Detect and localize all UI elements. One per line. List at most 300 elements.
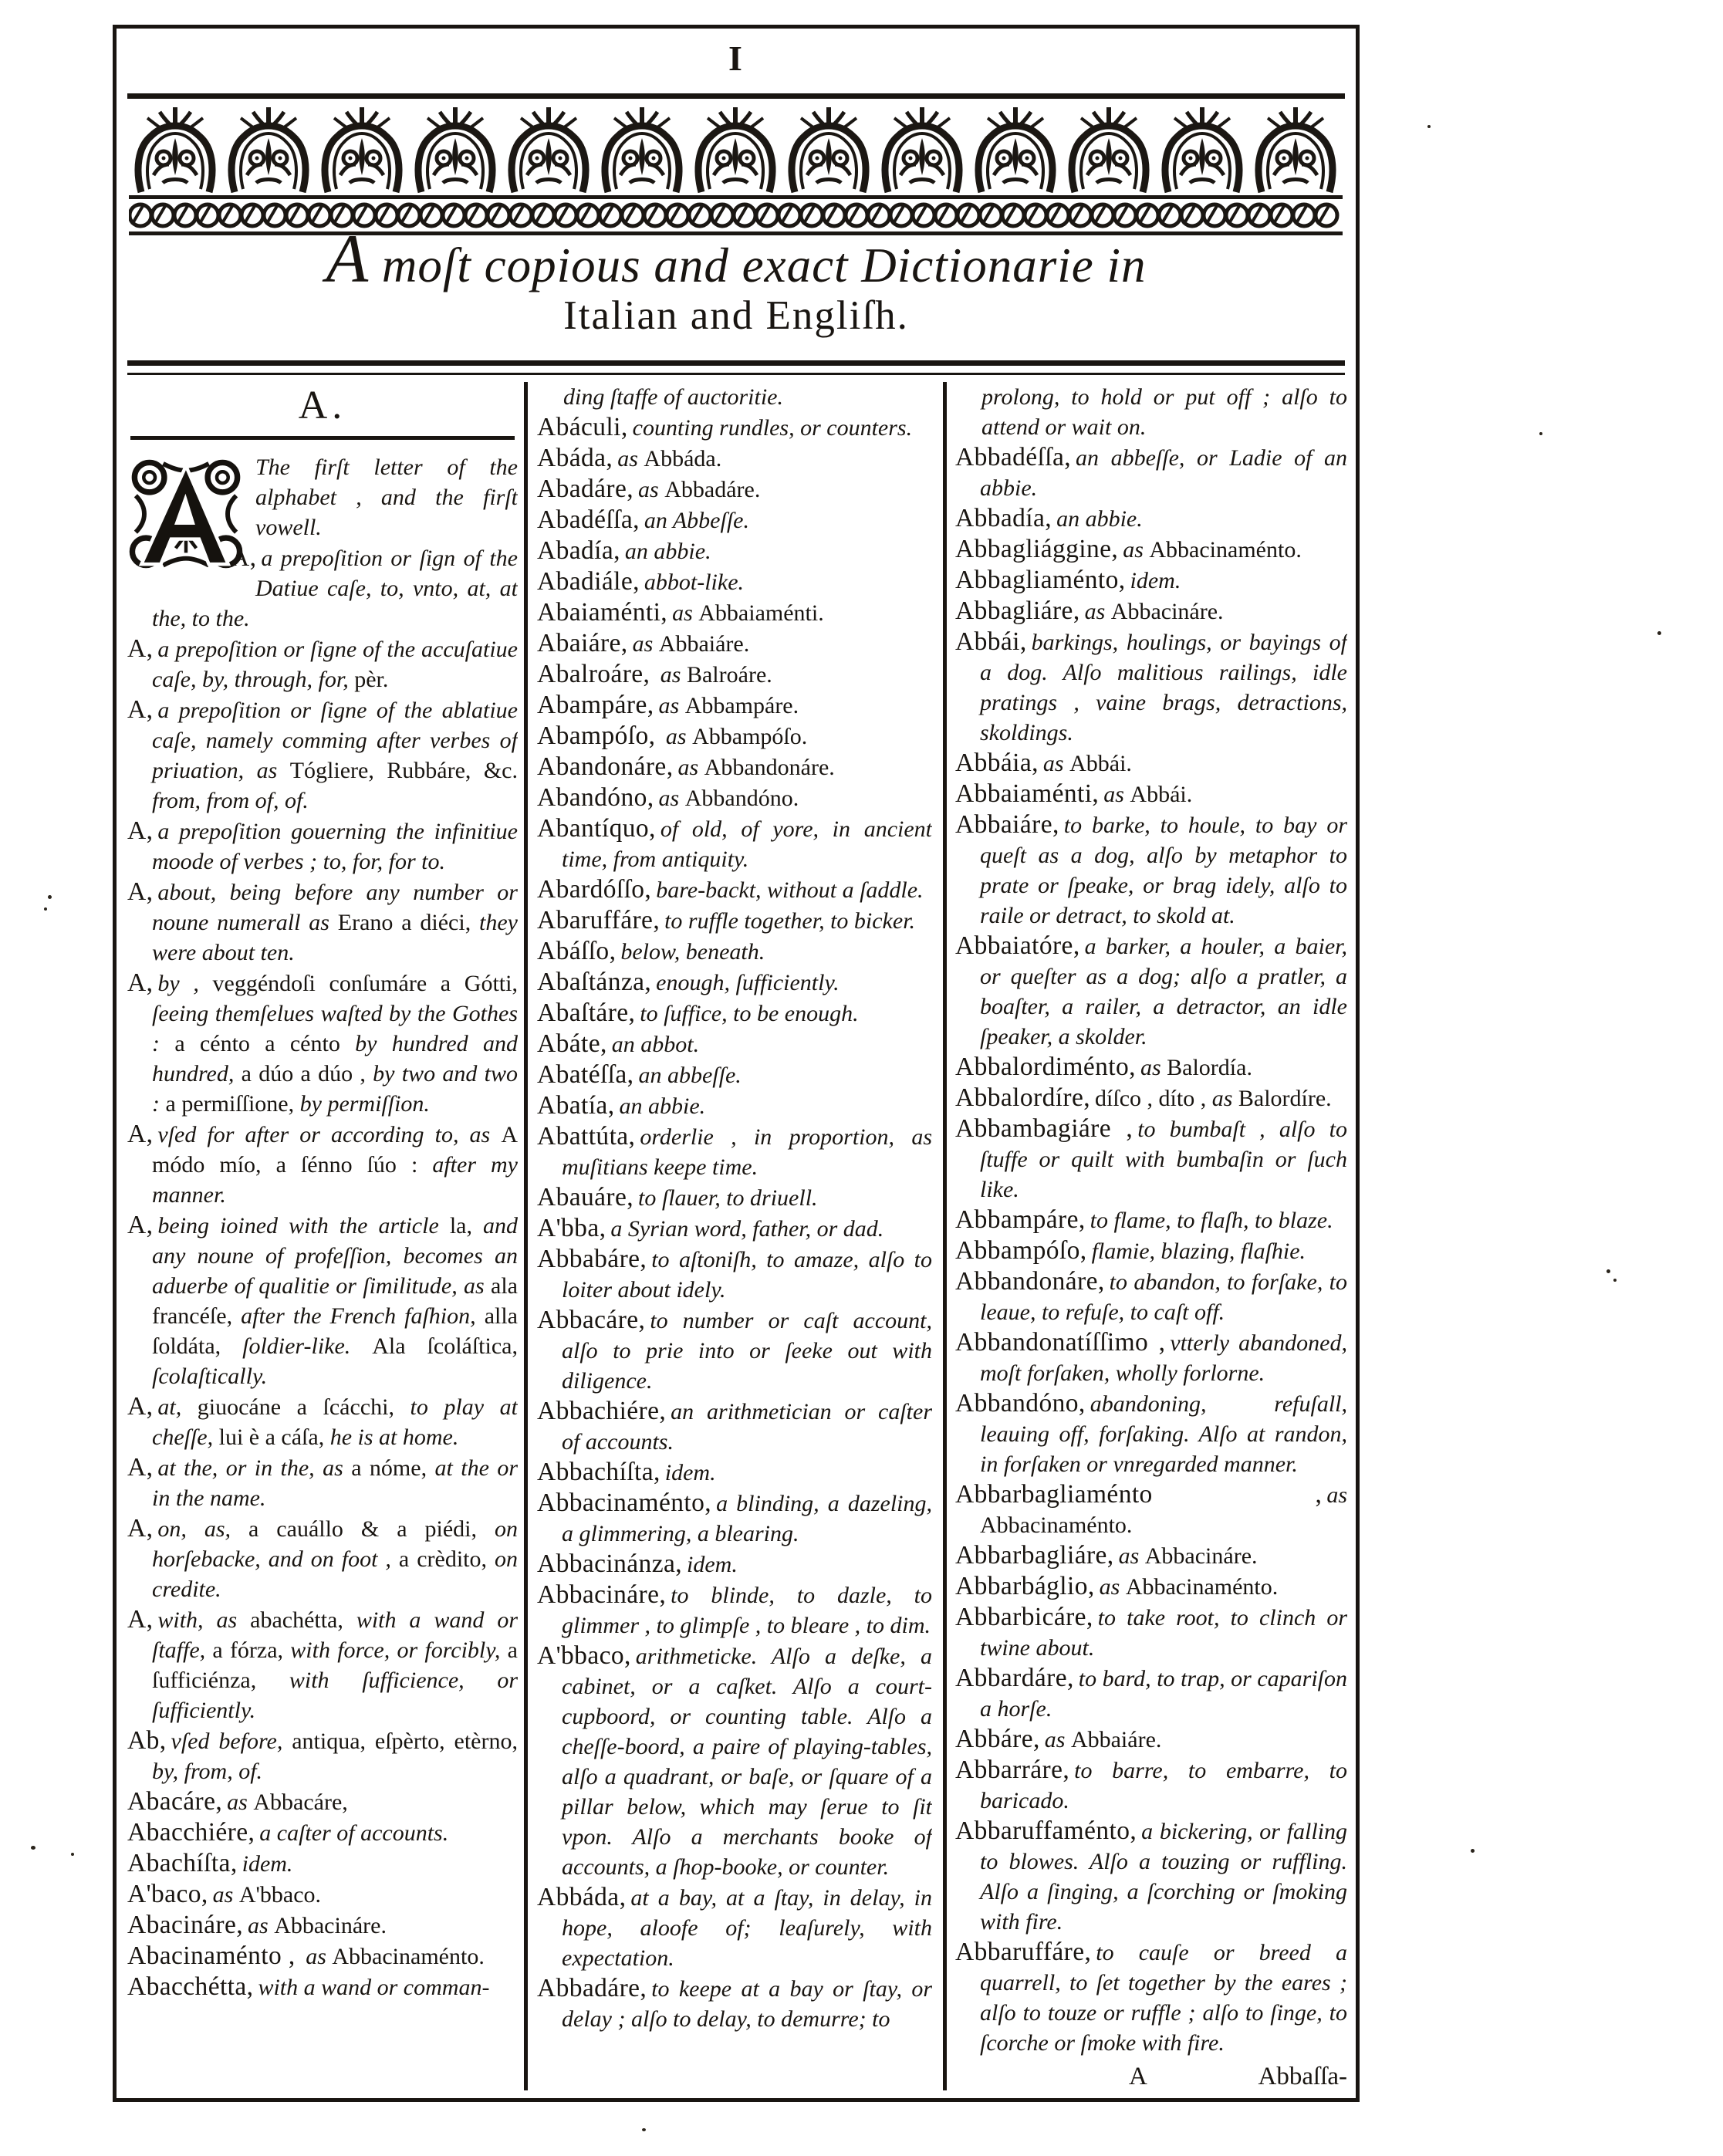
column-2-entries	[537, 382, 932, 2034]
entry-text: idem.	[1130, 568, 1181, 593]
dictionary-entry	[537, 936, 932, 967]
signature-mark: A	[1129, 2063, 1147, 2090]
entry-text: A,	[127, 634, 154, 663]
entry-text: Abaſtánza,	[537, 968, 652, 996]
entry-text: Abbáia,	[955, 749, 1039, 777]
dictionary-entry	[955, 809, 1347, 931]
dictionary-entry	[537, 721, 932, 752]
entry-text: and any noune of profeſſion, becomes an aduerbe of qualitie or ſimilitude, as	[152, 1213, 518, 1299]
entry-text: to flame, to flaſh, to blaze.	[1090, 1208, 1333, 1233]
dictionary-entry	[955, 1205, 1347, 1235]
entry-text: to abandon, to forſake, to leaue, to refuſe, to caſt off.	[980, 1269, 1347, 1325]
entry-text: a blinding, a dazeling, a glimmering, a blearing.	[562, 1491, 932, 1546]
entry-text: an abbie.	[624, 539, 711, 564]
entry-text: Abbacinaménto.	[332, 1944, 485, 1969]
dictionary-entry	[955, 1327, 1347, 1388]
entry-text: with a wand or ſtaffe,	[152, 1607, 518, 1663]
entry-text: Balroáre.	[686, 662, 772, 688]
dictionary-entry	[537, 1029, 932, 1059]
entry-text: by permiſſion.	[299, 1091, 430, 1117]
book-title-line2: Italian and Engliſh.	[563, 293, 909, 338]
entry-text: an abbie.	[619, 1093, 706, 1119]
entry-text: Abbaiatóre,	[955, 931, 1080, 960]
entry-text: Abbandóno,	[955, 1389, 1086, 1418]
decorated-initial-A	[129, 457, 243, 571]
entry-text: Abbachíſta,	[537, 1458, 660, 1486]
dictionary-entry	[127, 1941, 518, 1972]
dictionary-entry	[955, 1571, 1347, 1602]
entry-text: Ab,	[127, 1726, 167, 1755]
dictionary-entry	[537, 628, 932, 659]
entry-text: as	[658, 786, 685, 811]
entry-text: ſoldier-like.	[242, 1333, 373, 1359]
entry-text: Abbadáre,	[537, 1974, 647, 2002]
entry-text: as	[1099, 1574, 1126, 1600]
entry-text: Abbarbagliaménto ,	[955, 1480, 1323, 1509]
entry-text: a prepoſition or ſigne of the accuſatiue caſe, by, through, for,	[152, 637, 518, 692]
entry-text: a prepoſition or ſign of the Datiue caſe, to, vnto, at, at the, to the.	[152, 546, 518, 631]
dictionary-entry	[537, 659, 932, 690]
entry-text: A módo mío, a ſénno ſúo :	[152, 1122, 518, 1178]
entry-text: Abbaruffáre,	[955, 1938, 1092, 1966]
dictionary-entry	[955, 779, 1347, 809]
entry-text: at,	[157, 1394, 198, 1420]
entry-text: as	[248, 1913, 275, 1938]
dictionary-entry	[127, 816, 518, 877]
entry-text: a barker, a houler, a baier, or queſter as a dog; alſo a pratler, a boaſter, a railer, a detractor, an idle ſpeaker, a skolder.	[980, 934, 1347, 1049]
entry-text: an abbeſſe.	[638, 1063, 742, 1088]
entry-text: as	[212, 1882, 239, 1908]
dictionary-entry	[955, 1602, 1347, 1663]
entry-text: Abbái.	[1069, 751, 1132, 776]
entry-text: Abbaiaménti,	[955, 779, 1100, 808]
entry-text: Abbagliaménto,	[955, 566, 1126, 594]
entry-text: Abbacáre,	[253, 1789, 348, 1815]
entry-text: Abatéſſa,	[537, 1060, 634, 1089]
entry-text: Abadéſſa,	[537, 505, 640, 534]
entry-text: Abacinaménto ,	[127, 1941, 296, 1970]
catchword: Abbaſſa-	[1258, 2063, 1347, 2090]
ornament-chain-band	[129, 195, 1343, 235]
entry-text: Abampóſo,	[537, 721, 656, 750]
dictionary-entry	[955, 1083, 1347, 1113]
dictionary-entry	[537, 1973, 932, 2034]
entry-text: Abbadéſſa,	[955, 443, 1072, 471]
dictionary-entry	[537, 443, 932, 474]
entry-text: with force, or forcibly,	[290, 1637, 508, 1663]
entry-text: Abbagliággine,	[955, 535, 1119, 563]
dictionary-entry	[127, 694, 518, 816]
entry-text: Abbaruffaménto,	[955, 1816, 1137, 1845]
entry-text: Abbacinaménto.	[1125, 1574, 1279, 1600]
entry-text: Abbái.	[1130, 782, 1193, 807]
entry-text: Abandonáre,	[537, 752, 674, 781]
dictionary-entry	[955, 382, 1347, 442]
entry-text: to play at cheſſe,	[152, 1394, 518, 1450]
entry-text: A,	[127, 816, 154, 845]
entry-text: The firſt letter of the alphabet , and the firſt vowell.	[255, 455, 518, 540]
dictionary-column-3	[955, 382, 1347, 2097]
entry-text: ſeeing themſelues waſted by the Gothes :	[152, 1001, 518, 1056]
entry-text: A,	[127, 695, 154, 724]
entry-text: by two and two :	[152, 1061, 518, 1117]
entry-text: by, from, of.	[152, 1759, 263, 1784]
dictionary-entry	[127, 1910, 518, 1941]
dictionary-entry	[537, 382, 932, 412]
entry-text: Abandóno,	[537, 783, 654, 812]
entry-text: to ruffle together, to bicker.	[664, 908, 916, 934]
entry-text: A'bbaco.	[238, 1882, 322, 1908]
entry-text: as	[654, 662, 687, 688]
entry-text: Abbardáre,	[955, 1664, 1074, 1692]
entry-text: ala francéſe,	[152, 1273, 518, 1329]
dictionary-entry	[537, 474, 932, 505]
ink-speck	[44, 907, 47, 911]
entry-text: lui è a cáſa,	[218, 1424, 330, 1450]
entry-text: to take root, to clinch or twine about.	[980, 1605, 1347, 1661]
dictionary-entry	[537, 566, 932, 597]
dictionary-entry	[537, 1121, 932, 1182]
entry-text: as	[617, 446, 644, 471]
entry-text: on credite.	[152, 1546, 518, 1602]
entry-text: an abbot.	[611, 1032, 700, 1057]
dictionary-entry	[537, 536, 932, 566]
entry-text: Abbambagiáre ,	[955, 1114, 1133, 1143]
entry-text: A,	[231, 543, 257, 572]
dictionary-entry	[127, 968, 518, 1119]
column-3-entries	[955, 382, 1347, 2058]
entry-text: a nóme,	[351, 1455, 435, 1481]
title-divider-rule-thin	[127, 373, 1345, 375]
ink-speck	[1427, 125, 1431, 128]
entry-text: A,	[127, 1392, 154, 1421]
entry-text: Abbampáre,	[955, 1205, 1086, 1234]
dictionary-entry	[955, 596, 1347, 627]
entry-text: as	[1103, 782, 1130, 807]
dictionary-entry	[537, 1488, 932, 1549]
page-number: I	[728, 39, 744, 78]
entry-text: to barre, to embarre, to baricado.	[980, 1758, 1347, 1813]
entry-text: a bickering, or falling to blowes. Alſo a touzing or ruffling. Alſo a ſinging, a ſcorching or ſmoking with fire.	[980, 1819, 1347, 1935]
dictionary-entry	[127, 1119, 518, 1210]
dictionary-entry	[127, 1848, 518, 1879]
dictionary-entry	[537, 1882, 932, 1973]
entry-text: ſcolaſtically.	[152, 1364, 268, 1389]
entry-text: Abbaiáre.	[1070, 1727, 1162, 1752]
entry-text: A,	[127, 1211, 154, 1239]
entry-text: a dúo a dúo ,	[241, 1061, 373, 1086]
entry-text: Abampáre,	[537, 691, 654, 719]
entry-text: a cénto a cénto	[174, 1031, 356, 1056]
entry-text: to bard, to trap, or capariſon a horſe.	[980, 1666, 1347, 1722]
entry-text: idem.	[664, 1460, 716, 1485]
dictionary-entry	[955, 565, 1347, 596]
entry-text: vtterly abandoned, moſt forſaken, wholly forlorne.	[980, 1330, 1347, 1386]
entry-text: at a bay, at a ſtay, in delay, in hope, aloofe of; leaſurely, with expectation.	[562, 1885, 932, 1971]
dictionary-entry	[537, 1549, 932, 1580]
entry-text: to blinde, to dazle, to glimmer , to glimpſe , to bleare , to dim.	[562, 1583, 932, 1638]
entry-text: as	[632, 631, 659, 657]
entry-text: as	[1123, 537, 1150, 563]
dictionary-entry	[127, 1879, 518, 1910]
entry-text: Abaruffáre,	[537, 906, 660, 934]
dictionary-entry	[537, 1396, 932, 1457]
entry-text: on horſebacke, and on foot ,	[152, 1516, 518, 1572]
entry-text: by ,	[157, 971, 213, 996]
dictionary-entry	[955, 1937, 1347, 2058]
dictionary-entry	[955, 1663, 1347, 1724]
entry-text: being ioined with the article	[157, 1213, 450, 1239]
dictionary-entry	[537, 1182, 932, 1213]
entry-text: alla ſoldáta,	[152, 1303, 518, 1359]
entry-text: Balordíre.	[1238, 1086, 1332, 1111]
entry-text: A,	[127, 968, 154, 997]
entry-text: prolong, to hold or put off ; alſo to attend or wait on.	[981, 384, 1347, 440]
entry-text: as	[677, 755, 704, 780]
dictionary-entry	[537, 905, 932, 936]
entry-text: a prepoſition or ſigne of the ablatiue caſe, namely comming after verbes of priuation, as	[152, 698, 518, 783]
dictionary-entry	[955, 534, 1347, 565]
entry-text: a permiſſione,	[165, 1091, 300, 1117]
entry-text: they were about ten.	[152, 910, 518, 965]
dictionary-entry	[537, 505, 932, 536]
ink-speck	[1539, 432, 1542, 435]
entry-text: Ala ſcoláſtica,	[372, 1333, 518, 1359]
dictionary-entry	[127, 1452, 518, 1513]
dictionary-entry	[127, 1786, 518, 1817]
entry-text: Abbadáre.	[664, 477, 761, 502]
entry-text: Abbacináre,	[537, 1580, 667, 1609]
entry-text: Abacchétta,	[127, 1972, 254, 2001]
dictionary-entry	[127, 1604, 518, 1725]
entry-text: as	[1042, 751, 1070, 776]
entry-text: Abáda,	[537, 444, 613, 472]
entry-text: A,	[127, 1453, 154, 1482]
entry-text: as	[1044, 1727, 1071, 1752]
entry-text: abbot-like.	[644, 569, 745, 595]
book-title-line1: A moſt copious and exact Dictionarie in	[326, 221, 1147, 297]
dictionary-entry	[537, 412, 932, 443]
dictionary-entry	[955, 1113, 1347, 1205]
entry-text: Abbachiére,	[537, 1397, 667, 1425]
entry-text: as	[299, 1944, 333, 1969]
entry-text: Abbacináre.	[1110, 599, 1224, 624]
entry-text: an abbie.	[1056, 506, 1143, 532]
entry-text: as	[1084, 599, 1111, 624]
entry-text: veggéndoſi conſumáre a Gótti,	[212, 971, 518, 996]
dictionary-entry	[537, 874, 932, 905]
entry-text: arithmeticke. Alſo a deſke, a cabinet, or a caſket. Alſo a court-cupboord, or counting table. Alſo a cheſſe-boord, a paire of playing-tables, alſo a quadrant, or baſe, or ſquare of a pillar below, which may ſerue to ſit vpon. Alſo a merchants booke of accounts, a ſhop-booke, or counter.	[562, 1644, 932, 1880]
entry-text: at the, or in the, as	[157, 1455, 352, 1481]
entry-text: vſed before,	[171, 1729, 292, 1754]
entry-text: A,	[127, 1605, 154, 1634]
dictionary-entry	[127, 634, 518, 694]
column-divider-rule-1	[524, 382, 528, 2090]
entry-text: with a wand or comman-	[258, 1975, 490, 2000]
entry-text: as	[227, 1789, 254, 1815]
dictionary-entry	[127, 1817, 518, 1848]
entry-text: to cauſe or breed a quarrell, to ſet together by the eares ; alſo to touze or ruffle ; alſo to ſinge, to ſcorche or ſmoke with fire.	[980, 1940, 1347, 2056]
entry-text: A,	[127, 1120, 154, 1148]
dictionary-entry	[127, 1391, 518, 1452]
entry-text: A,	[127, 1514, 154, 1543]
entry-text: Erano a diéci,	[337, 910, 480, 935]
entry-text: a ſufficiénza,	[152, 1637, 518, 1693]
entry-text: flamie, blazing, flaſhie.	[1091, 1239, 1306, 1264]
entry-text: A'bbaco,	[537, 1641, 631, 1670]
entry-text: a fórza,	[212, 1637, 291, 1663]
entry-text: at the or in the name.	[152, 1455, 518, 1511]
entry-text: after the French faſhion,	[241, 1303, 485, 1329]
entry-text: Abatía,	[537, 1091, 615, 1120]
entry-text: Abbabáre,	[537, 1245, 647, 1273]
entry-text: Abbalordiménto,	[955, 1053, 1136, 1081]
entry-text: Abbacináre.	[1144, 1543, 1258, 1569]
entry-text: Abaiaménti,	[537, 598, 668, 627]
dictionary-entry	[955, 1755, 1347, 1816]
dictionary-entry	[955, 1540, 1347, 1571]
dictionary-entry	[537, 690, 932, 721]
entry-text: Abaſtáre,	[537, 999, 636, 1027]
entry-text: Abáculi,	[537, 413, 628, 441]
entry-text: as	[1211, 1086, 1238, 1111]
entry-text: as	[1140, 1055, 1167, 1080]
dictionary-entry	[955, 1388, 1347, 1479]
entry-text: Abbacinaménto.	[980, 1512, 1133, 1538]
entry-text: la,	[449, 1213, 483, 1239]
page-border	[113, 25, 1360, 2102]
entry-text: as	[660, 724, 693, 749]
dictionary-entry	[127, 877, 518, 968]
entry-text: Abbacinaménto.	[1149, 537, 1302, 563]
entry-text: Abbacinaménto,	[537, 1489, 712, 1517]
entry-text: Abantíquo,	[537, 814, 656, 843]
entry-text: a crèdito,	[398, 1546, 495, 1572]
dictionary-entry	[537, 813, 932, 874]
entry-text: Abbarbáglio,	[955, 1572, 1095, 1600]
dictionary-entry	[955, 748, 1347, 779]
entry-text: as	[638, 477, 665, 502]
entry-text: of old, of yore, in ancient time, from antiquity.	[562, 816, 932, 872]
entry-text: Abbarbicáre,	[955, 1603, 1093, 1631]
dictionary-entry	[537, 967, 932, 998]
entry-text: as	[1118, 1543, 1145, 1569]
entry-text: Abadáre,	[537, 475, 634, 503]
entry-text: Abbagliáre,	[955, 596, 1080, 625]
entry-text: abachétta,	[250, 1607, 356, 1633]
section-heading-rule	[130, 436, 515, 440]
signature-row	[955, 2060, 1347, 2093]
dictionary-entry	[127, 1972, 518, 2002]
entry-text: Abbampáre.	[684, 693, 799, 718]
entry-text: a Syrian word, father, or dad.	[610, 1216, 884, 1242]
ornament-top-rule	[127, 93, 1345, 99]
entry-text: díſco , díto ,	[1095, 1086, 1212, 1111]
entry-text: Abbaiáre.	[658, 631, 750, 657]
entry-text: Abbacinánza,	[537, 1549, 683, 1578]
entry-text: barkings, houlings, or bayings of a dog. Alſo malitious railings, idle pratings , vaine brags, detractions, skoldings.	[980, 630, 1347, 745]
entry-text: A,	[127, 877, 154, 906]
dictionary-column-1	[127, 382, 518, 2097]
entry-text: Abbáre,	[955, 1725, 1040, 1753]
column-divider-rule-2	[943, 382, 947, 2090]
dictionary-entry	[537, 1059, 932, 1090]
dictionary-entry	[955, 1724, 1347, 1755]
dictionary-entry	[955, 1266, 1347, 1327]
section-letter-heading: A.	[298, 384, 347, 427]
dictionary-entry	[955, 931, 1347, 1052]
entry-text: Abbandonatíſſimo ,	[955, 1328, 1166, 1357]
entry-text: vſed for after or according to, as	[157, 1122, 502, 1147]
entry-text: Abbandonáre,	[955, 1267, 1105, 1296]
dictionary-entry	[537, 1090, 932, 1121]
dictionary-entry	[537, 1213, 932, 1244]
entry-text: an abbeſſe, or Ladie of an abbie.	[980, 445, 1347, 501]
ornament-floral-band	[129, 103, 1343, 194]
entry-text: with ſufficience, or ſufficiently.	[152, 1668, 518, 1723]
entry-text: to bumbaſt , alſo to ſtuffe or quilt with bumbaſin or ſuch like.	[980, 1117, 1347, 1202]
entry-text: pèr.	[354, 667, 389, 692]
entry-text: below, beneath.	[620, 939, 765, 965]
entry-text: Abadía,	[537, 536, 620, 565]
entry-text: as	[658, 693, 685, 718]
entry-text: by hundred and hundred,	[152, 1031, 518, 1086]
ink-speck	[1606, 1269, 1610, 1273]
entry-text: Abbadía,	[955, 504, 1052, 532]
dictionary-entry	[127, 1210, 518, 1391]
entry-text: about, being before any number or noune numerall as	[152, 880, 518, 935]
entry-text: A'bba,	[537, 1214, 606, 1242]
entry-text: antiqua, eſpèrto, etèrno,	[292, 1729, 518, 1754]
entry-text: he is at home.	[329, 1424, 459, 1450]
entry-text: Abbacináre.	[274, 1913, 387, 1938]
entry-text: Abbáda,	[537, 1883, 627, 1911]
entry-text: an Abbeſſe.	[644, 508, 749, 533]
ink-speck	[48, 895, 52, 899]
entry-text: Abáte,	[537, 1029, 607, 1058]
entry-text: idem.	[242, 1851, 293, 1877]
dictionary-column-2	[537, 382, 932, 2097]
ink-speck	[31, 1846, 35, 1850]
entry-text: idem.	[687, 1552, 738, 1577]
dictionary-entry	[955, 442, 1347, 503]
intro-paragraph	[127, 452, 518, 542]
entry-text: ding ſtaffe of auctoritie.	[563, 384, 783, 410]
dictionary-entry	[537, 1305, 932, 1396]
entry-text: Abattúta,	[537, 1122, 636, 1151]
entry-text: Abbandonáre.	[704, 755, 835, 780]
entry-text: Abbaiaménti.	[698, 600, 824, 626]
entry-text: after my manner.	[152, 1152, 518, 1208]
entry-text: Abacináre,	[127, 1911, 244, 1939]
dictionary-entry	[537, 1580, 932, 1641]
entry-text: Abardóſſo,	[537, 875, 652, 904]
entry-text: enough, ſufficiently.	[656, 970, 840, 995]
entry-text: Abbampóſo.	[692, 724, 808, 749]
entry-text: Abáſſo,	[537, 937, 617, 965]
entry-text: to ſlauer, to driuell.	[638, 1185, 818, 1211]
entry-text: counting rundles, or counters.	[632, 415, 913, 441]
dictionary-entry	[955, 627, 1347, 748]
entry-text: to aſtoniſh, to amaze, alſo to loiter about idely.	[562, 1247, 932, 1303]
entry-text: to ſuffice, to be enough.	[640, 1001, 859, 1026]
entry-text: Abbarbagliáre,	[955, 1541, 1114, 1570]
entry-text: Abbandóno.	[684, 786, 799, 811]
dictionary-entry	[537, 782, 932, 813]
entry-text: Abbái,	[955, 627, 1027, 656]
entry-text: Abbalordíre,	[955, 1083, 1091, 1112]
title-divider-rule-thick	[127, 360, 1345, 366]
